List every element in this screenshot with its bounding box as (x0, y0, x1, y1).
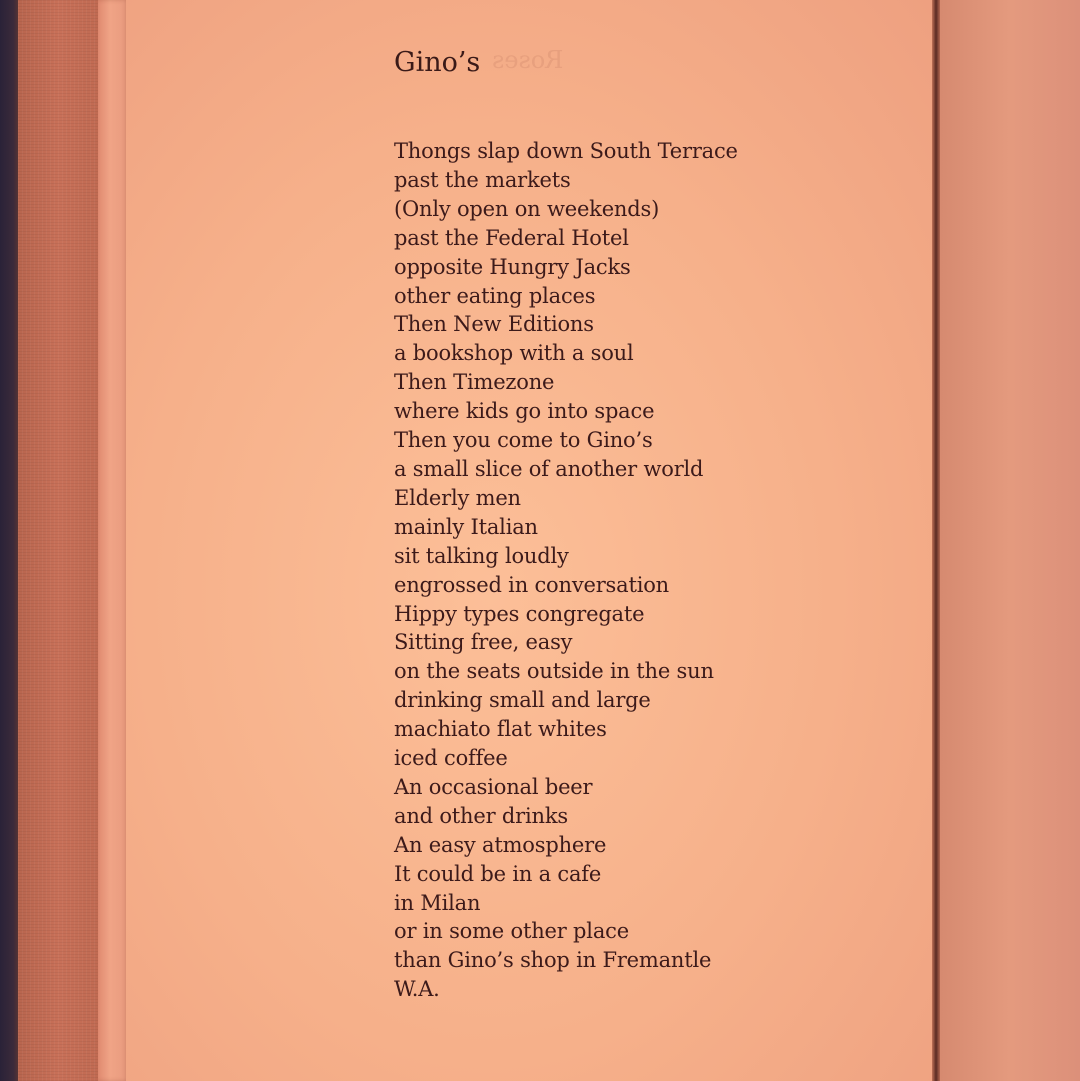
poem-line: Then you come to Gino’s (394, 428, 653, 453)
bleed-through-text: Roses (492, 46, 564, 74)
poem-line: on the seats outside in the sun (394, 659, 714, 684)
poem-line: iced coffee (394, 746, 508, 771)
poem-line: a bookshop with a soul (394, 341, 634, 366)
page-stack-edges (98, 0, 128, 1081)
poem-line: Then Timezone (394, 370, 555, 395)
poem-line: in Milan (394, 890, 481, 915)
poem-line: (Only open on weekends) (394, 196, 660, 221)
facing-page (940, 0, 1080, 1081)
poem-line: An occasional beer (394, 774, 593, 799)
book-gutter (932, 0, 940, 1081)
poem-line: or in some other place (394, 919, 629, 944)
poem-line: sit talking loudly (394, 543, 569, 568)
poem-line: An easy atmosphere (394, 832, 607, 857)
poem-line: a small slice of another world (394, 456, 704, 481)
poem-line: opposite Hungry Jacks (394, 254, 631, 279)
poem-line: Elderly men (394, 485, 521, 510)
poem-line: Hippy types congregate (394, 601, 645, 626)
poem-body (394, 137, 738, 1004)
poem-line: drinking small and large (394, 688, 651, 713)
poem-line: W.A. (394, 977, 440, 1002)
poem-line: past the markets (394, 167, 571, 192)
poem-line: where kids go into space (394, 399, 655, 424)
poem-line: Sitting free, easy (394, 630, 573, 655)
poem-line: Then New Editions (394, 312, 594, 337)
poem-line: and other drinks (394, 803, 568, 828)
poem-line: It could be in a cafe (394, 861, 602, 886)
book-cover-edge (18, 0, 100, 1081)
poem-line: other eating places (394, 283, 596, 308)
poem-line: mainly Italian (394, 514, 538, 539)
poem-title: Gino’s (394, 47, 481, 78)
poem-line: past the Federal Hotel (394, 225, 629, 250)
poem-line: than Gino’s shop in Fremantle (394, 948, 712, 973)
poem-line: machiato flat whites (394, 717, 607, 742)
poem-line: engrossed in conversation (394, 572, 669, 597)
poem-line: Thongs slap down South Terrace (394, 139, 738, 163)
